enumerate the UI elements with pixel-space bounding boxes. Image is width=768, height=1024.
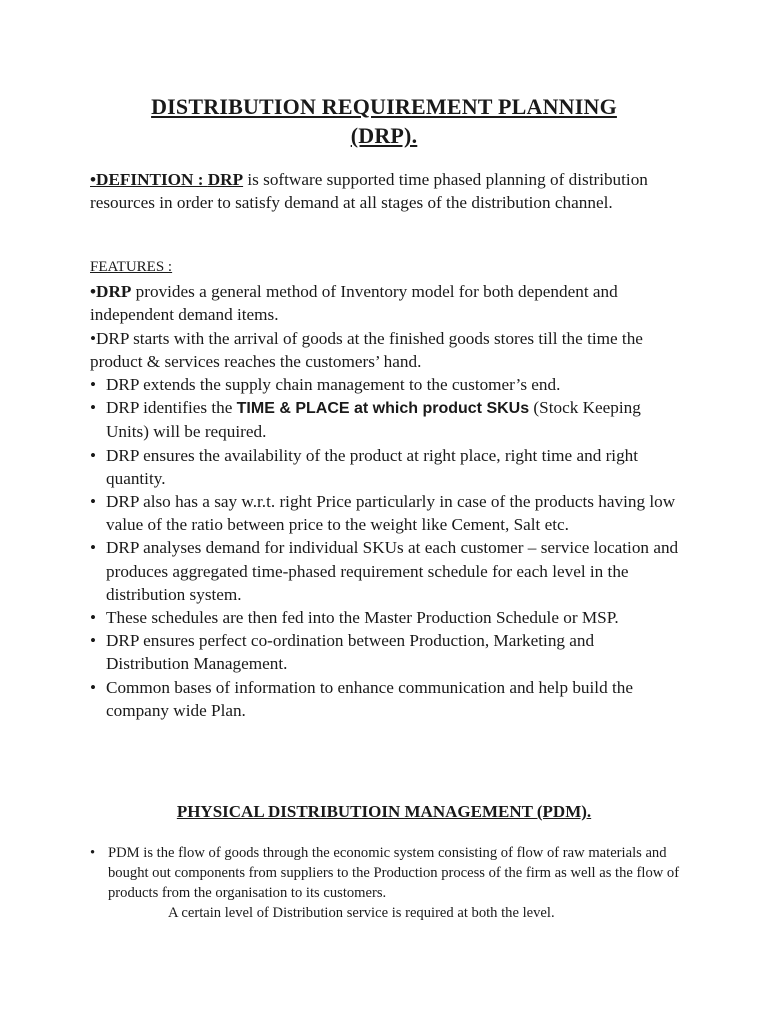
- list-item: [90, 629, 680, 675]
- bullet-dot: •: [90, 398, 97, 418]
- intro-1-term: DRP: [96, 282, 132, 301]
- bullet-dot: •: [90, 445, 97, 465]
- pdm-note: A certain level of Distribution service is required at both the level.: [168, 905, 555, 921]
- definition-label: DEFINTION :: [96, 170, 204, 189]
- list-item: [90, 843, 690, 903]
- bullet-dot: •: [90, 492, 97, 512]
- list-item: [90, 536, 680, 606]
- intro-1-text: provides a general method of Inventory model for both dependent and independent demand items.: [90, 282, 618, 325]
- features-heading: FEATURES :: [90, 259, 173, 275]
- list-item: [90, 490, 680, 536]
- intro-1-bullet: •: [90, 282, 97, 301]
- list-item-text: DRP analyses demand for individual SKUs at each customer – service location and produces aggregated time-phased requirement schedule for each level in the distribution system.: [106, 538, 679, 604]
- definition-bullet: •: [90, 170, 97, 189]
- definition-text: is software supported time phased planning of distribution resources in order to satisfy demand at all stages of the distribution channel.: [90, 170, 648, 213]
- pdm-section-title: PHYSICAL DISTRIBUTIOIN MANAGEMENT (PDM).: [176, 802, 592, 821]
- list-item-text: DRP ensures perfect co-ordination between Production, Marketing and Distribution Management.: [106, 631, 595, 674]
- features-list: [90, 373, 680, 722]
- bullet-dot: •: [90, 677, 97, 697]
- list-item: [90, 396, 680, 443]
- list-item-text: DRP also has a say w.r.t. right Price particularly in case of the products having low value of the ratio between price to the weight like Cement, Salt etc.: [106, 492, 676, 535]
- definition-paragraph: [90, 168, 690, 214]
- page-title-line-1: DISTRIBUTION REQUIREMENT PLANNING: [151, 94, 617, 119]
- definition-term: DRP: [207, 170, 244, 189]
- bullet-dot: •: [90, 375, 97, 394]
- features-intro-1: [90, 280, 690, 326]
- bullet-dot: •: [90, 631, 97, 651]
- list-item-text-pre: DRP identifies the: [106, 398, 237, 418]
- list-item: [90, 444, 680, 490]
- list-item-text: Common bases of information to enhance communication and help build the company wide Plan.: [106, 677, 633, 720]
- list-item-text-bold: TIME & PLACE at which product SKUs: [236, 400, 530, 418]
- list-item: [90, 676, 680, 722]
- pdm-item-text: PDM is the flow of goods through the economic system consisting of flow of raw materials and bought out components from suppliers to the Production process of the firm as well as the flow of products from the organisation to its customers.: [108, 845, 680, 901]
- pdm-list: [90, 843, 690, 903]
- bullet-dot: •: [90, 608, 97, 628]
- list-item: [90, 373, 680, 396]
- list-item: [90, 606, 680, 629]
- features-intro-2: •DRP starts with the arrival of goods at the finished goods stores till the time the product & services reaches the customers’ hand.: [90, 329, 643, 372]
- page-title-line-2: (DRP).: [350, 123, 418, 148]
- list-item-text: DRP ensures the availability of the product at right place, right time and right quantity.: [106, 445, 639, 488]
- bullet-dot: •: [90, 538, 97, 558]
- list-item-text-post: (Stock Keeping Units) will be required.: [106, 398, 641, 442]
- bullet-dot: •: [90, 845, 96, 861]
- list-item-text: These schedules are then fed into the Master Production Schedule or MSP.: [106, 608, 619, 628]
- list-item-text: DRP extends the supply chain management to the customer’s end.: [106, 375, 561, 394]
